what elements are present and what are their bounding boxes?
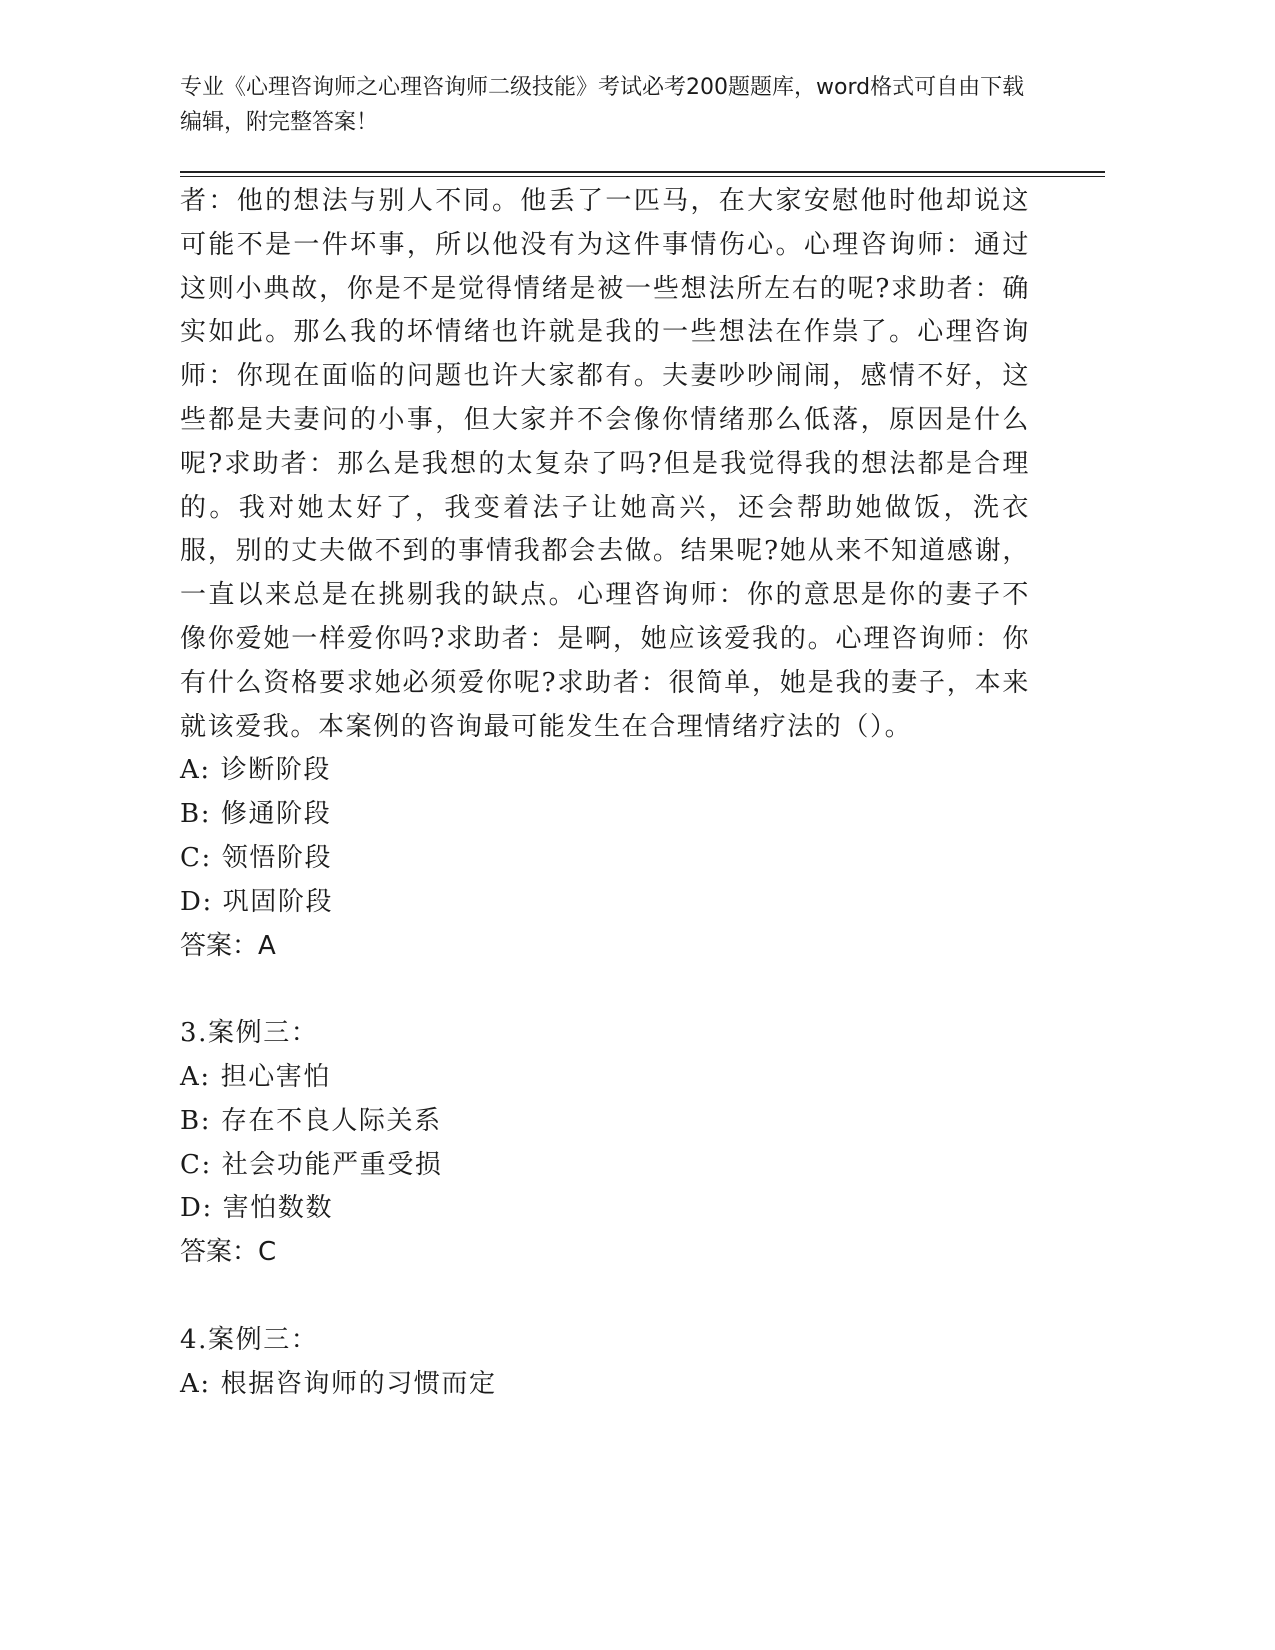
question-4-title: 4.案例三： xyxy=(180,1324,319,1355)
question-3-answer: 答案：C xyxy=(180,1237,277,1268)
question-2-option-d: D: 巩固阶段 xyxy=(180,886,334,917)
header-rule-thick xyxy=(180,171,1105,173)
question-3-title: 3.案例三： xyxy=(180,1018,319,1049)
question-3-option-b: B: 存在不良人际关系 xyxy=(180,1105,442,1136)
question-3-option-c: C: 社会功能严重受损 xyxy=(180,1149,443,1180)
spacer xyxy=(180,968,1030,1012)
question-2-answer: 答案：A xyxy=(180,930,276,961)
question-2-option-b: B: 修通阶段 xyxy=(180,799,332,830)
header-rule-thin xyxy=(180,176,1105,177)
question-3-option-d: D: 害怕数数 xyxy=(180,1193,334,1224)
document-body xyxy=(180,180,1030,1406)
question-4-option-a: A: 根据咨询师的习惯而定 xyxy=(180,1368,497,1399)
document-header: 专业《心理咨询师之心理咨询师二级技能》考试必考200题题库，word格式可自由下载编辑，附完整答案！ xyxy=(180,75,1025,135)
question-2-option-c: C: 领悟阶段 xyxy=(180,842,333,873)
question-2-option-a: A: 诊断阶段 xyxy=(180,755,332,786)
spacer xyxy=(180,1275,1030,1319)
question-2-passage: 者：他的想法与别人不同。他丢了一匹马，在大家安慰他时他却说这可能不是一件坏事，所以他没有为这件事情伤心。心理咨询师：通过这则小典故，你是不是觉得情绪是被一些想法所左右的呢?求助者：确实如此。那么我的坏情绪也许就是我的一些想法在作祟了。心理咨询师：你现在面临的问题也许大家都有。夫妻吵吵闹闹，感情不好，这些都是夫妻问的小事，但大家并不会像你情绪那么低落，原因是什么呢?求助者：那么是我想的太复杂了吗?但是我觉得我的想法都是合理的。我对她太好了，我变着法子让她高兴，还会帮助她做饭，洗衣服，别的丈夫做不到的事情我都会去做。结果呢?她从来不知道感谢，一直以来总是在挑剔我的缺点。心理咨询师：你的意思是你的妻子不像你爱她一样爱你吗?求助者：是啊，她应该爱我的。心理咨询师：你有什么资格要求她必须爱你呢?求助者：很简单，她是我的妻子，本来就该爱我。本案例的咨询最可能发生在合理情绪疗法的（）。 xyxy=(180,186,1030,742)
question-3-option-a: A: 担心害怕 xyxy=(180,1061,332,1092)
